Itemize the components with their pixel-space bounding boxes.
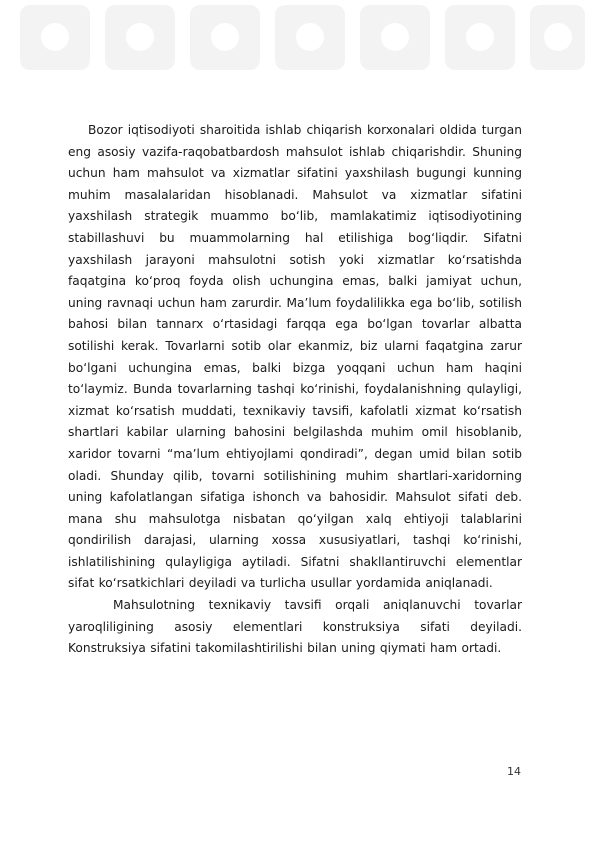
document-body [68, 120, 522, 660]
page-number: 14 [507, 765, 521, 778]
paragraph-intro: Bozor iqtisodiyoti sharoitida ishlab chiqarish korxonalari oldida turgan eng asosiy vazifa-raqobatbardosh mahsulot ishlab chiqarishdir. Shuning uchun ham mahsulot va xizmatlar sifatini yaxshilash bugungi kunning muhim masalalaridan hisoblanadi. Mahsulot va xizmatlar sifatini yaxshilash strategik muammo bo‘lib, mamlakatimiz iqtisodiyotining stabillashuvi bu muammolarning hal etilishiga bog‘liqdir. Sifatni yaxshilash jarayoni mahsulotni sotish yoki xizmatlar ko‘rsatishda faqatgina ko‘proq foyda olish uchungina emas, balki jamiyat uchun, uning ravnaqi uchun ham zarurdir. Ma’lum foydalilikka ega bo‘lib, sotilish bahosi bilan tannarx o‘rtasidagi farqqa ega bo‘lgan tovarlar albatta sotilishi kerak. Tovarlarni sotib olar ekanmiz, biz ularni faqatgina zarur bo‘lgani uchungina emas, balki bizga yoqqani uchun ham haqini to‘laymiz. Bunda tovarlarning tashqi ko‘rinishi, foydalanishning qulayligi, xizmat ko‘rsatish muddati, texnikaviy tavsifi, kafolatli xizmat ko‘rsatish shartlari kabilar ularning bahosini belgilashda muhim omil hisoblanib, xaridor tovarni “ma’lum ehtiyojlami qondiradi”, degan umid bilan sotib oladi. Shunday qilib, tovarni sotilishining muhim shartlari-xaridorning uning kafolatlangan sifatiga ishonch va bahosidir. Mahsulot sifati deb. mana shu mahsulotga nisbatan qo‘yilgan xalq ehtiyoji talablarini qondirilish darajasi, ularning xossa xususiyatlari, tashqi ko‘rinishi, ishlatilishining qulayligiga aytiladi. Sifatni shakllantiruvchi elementlar sifat ko‘rsatkichlari deyiladi va turlicha usullar yordamida aniqlanadi. [68, 123, 522, 591]
paragraph-construction-quality: Mahsulotning texnikaviy tavsifi orqali aniqlanuvchi tovarlar yaroqliligining asosiy elementlari konstruksiya sifati deyiladi. Konstruksiya sifatini takomilashtirilishi bilan uning qiymati ham ortadi. [68, 598, 522, 656]
